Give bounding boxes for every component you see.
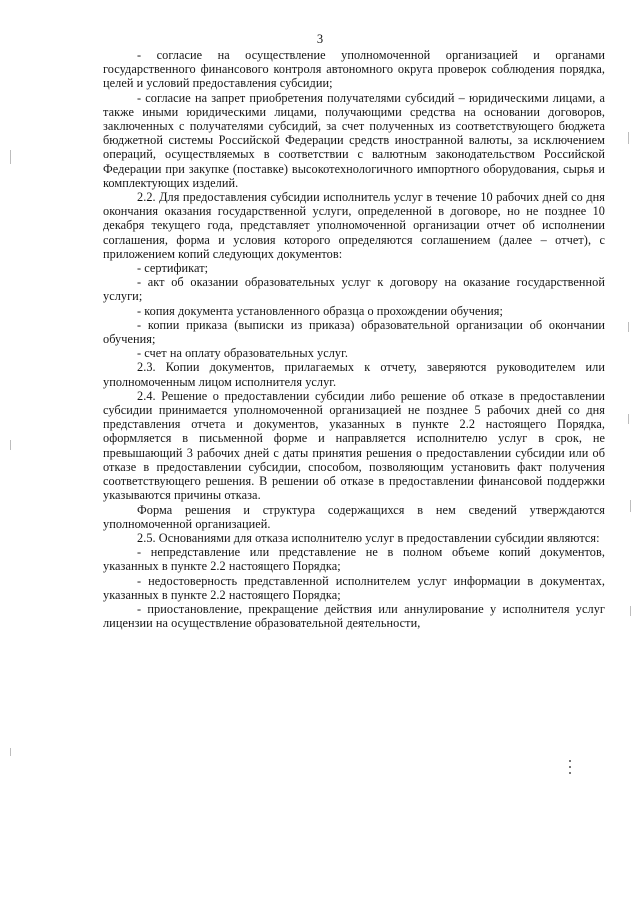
paragraph: - счет на оплату образовательных услуг. xyxy=(137,346,348,361)
scan-margin-mark xyxy=(628,132,629,144)
scan-margin-mark xyxy=(10,440,11,450)
document-body xyxy=(103,48,605,630)
paragraph: - копия документа установленного образца о прохождении обучения; xyxy=(137,303,503,318)
scan-margin-mark xyxy=(10,150,11,164)
scan-margin-mark xyxy=(10,748,11,756)
paragraph: - сертификат; xyxy=(137,261,209,276)
page-number: 3 xyxy=(316,32,324,46)
paragraph: - согласие на запрет приобретения получателями субсидий – юридическими лицами, а также иными юридическими лицами, получающими средства на основании договоров, заключенных с получателями субсидий, за счет полученных из соответствующего бюджета бюджетной системы Российской Федерации средств иностранной валюты, за исключением операций, осуществляемых в соответствии с валютным законодательством Российской Федерации при закупке (поставке) высокотехнологичного импортного оборудования, сырья и комплектующих изделий. xyxy=(103,90,605,190)
paragraph: - недостоверность представленной исполнителем услуг информации в документах, указанных в пункте 2.2 настоящего Порядка; xyxy=(103,573,605,602)
paragraph: Форма решения и структура содержащихся в нем сведений утверждаются уполномоченной организацией. xyxy=(103,502,605,531)
scan-dots xyxy=(569,760,572,778)
paragraph: - акт об оказании образовательных услуг к договору на оказание государственной услуги; xyxy=(103,275,605,304)
scan-margin-mark xyxy=(628,414,629,424)
paragraph: 2.3. Копии документов, прилагаемых к отчету, заверяются руководителем или уполномоченным лицом исполнителя услуг. xyxy=(103,360,605,389)
scan-margin-mark xyxy=(630,500,631,512)
paragraph: 2.4. Решение о предоставлении субсидии либо решение об отказе в предоставлении субсидии принимается уполномоченной организацией не позднее 5 рабочих дней со дня представления отчета и документов, указанных в пункте 2.2 настоящего Порядка, оформляется в письменной форме и направляется исполнителю услуг в срок, не превышающий 3 рабочих дней с даты принятия решения о предоставлении субсидии или об отказе в предоставлении субсидии, способом, позволяющим установить факт получения соответствующего решения. В решении об отказе в предоставлении финансовой поддержки указываются причины отказа. xyxy=(103,388,605,503)
paragraph: 2.2. Для предоставления субсидии исполнитель услуг в течение 10 рабочих дней со дня окончания оказания государственной услуги, определенной в договоре, но не позднее 10 декабря текущего года, представляет уполномоченной организации отчет об исполнении соглашения, форма и условия которого определяются соглашением (далее – отчет), с приложением копий следующих документов: xyxy=(103,190,605,261)
scan-margin-mark xyxy=(630,606,631,616)
paragraph: 2.5. Основаниями для отказа исполнителю услуг в предоставлении субсидии являются: xyxy=(137,530,600,545)
scan-margin-mark xyxy=(628,322,629,332)
paragraph: - согласие на осуществление уполномоченной организацией и органами государственного финансового контроля автономного округа проверок соблюдения порядка, целей и условий предоставления субсидии; xyxy=(103,48,605,91)
paragraph: - копии приказа (выписки из приказа) образовательной организации об окончании обучения; xyxy=(103,317,605,347)
paragraph: - приостановление, прекращение действия или аннулирование у исполнителя услуг лицензии на осуществление образовательной деятельности, xyxy=(103,601,605,631)
paragraph: - непредставление или представление не в полном объеме копий документов, указанных в пункте 2.2 настоящего Порядка; xyxy=(103,545,605,574)
